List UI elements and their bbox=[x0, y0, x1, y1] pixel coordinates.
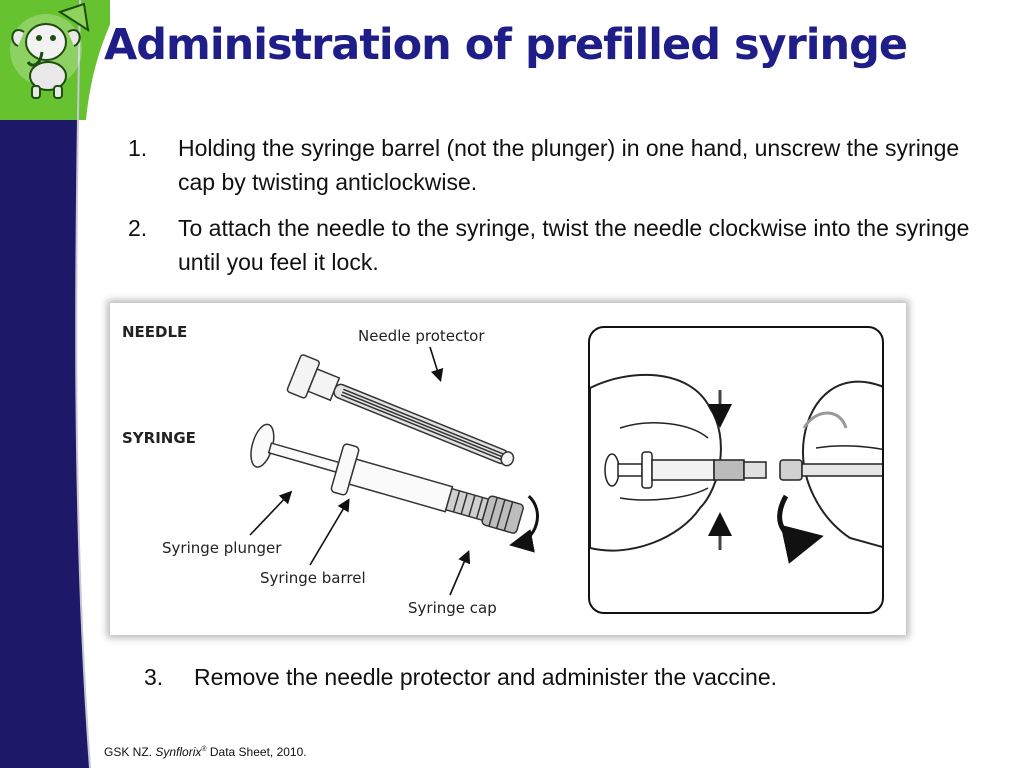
syringe-cap-label: Syringe cap bbox=[408, 599, 497, 617]
citation-drug: Synflorix bbox=[155, 745, 202, 759]
sidebar-decoration bbox=[0, 0, 110, 768]
step-text: Holding the syringe barrel (not the plunger) in one hand, unscrew the syringe cap by twisting anticlockwise. bbox=[178, 135, 960, 195]
syringe-figure bbox=[110, 303, 906, 635]
needle-attachment-diagram bbox=[588, 326, 884, 614]
citation-source: GSK NZ. bbox=[104, 745, 156, 759]
step-text: Remove the needle protector and administer the vaccine. bbox=[194, 664, 777, 690]
step-item bbox=[144, 660, 1004, 694]
syringe-parts-diagram bbox=[110, 303, 578, 635]
step-number: 3. bbox=[144, 664, 164, 690]
needle-protector-label: Needle protector bbox=[358, 327, 485, 345]
step-number: 1. bbox=[128, 135, 148, 161]
instruction-steps-bottom bbox=[144, 660, 1004, 706]
needle-label: NEEDLE bbox=[122, 323, 188, 341]
citation-trademark: ® bbox=[201, 746, 207, 753]
citation-footer bbox=[104, 745, 307, 759]
syringe-label: SYRINGE bbox=[122, 429, 196, 447]
syringe-plunger-label: Syringe plunger bbox=[162, 539, 282, 557]
instruction-steps-top bbox=[128, 131, 988, 291]
syringe-barrel-label: Syringe barrel bbox=[260, 569, 366, 587]
step-item bbox=[128, 211, 988, 279]
mascot-logo bbox=[2, 2, 90, 102]
step-item bbox=[128, 131, 988, 199]
step-number: 2. bbox=[128, 215, 148, 241]
slide-title: Administration of prefilled syringe bbox=[104, 20, 908, 70]
hands-attaching-needle-illustration bbox=[590, 328, 884, 614]
step-text: To attach the needle to the syringe, twist the needle clockwise into the syringe until you feel it lock. bbox=[178, 215, 970, 275]
citation-rest: Data Sheet, 2010. bbox=[206, 745, 307, 759]
